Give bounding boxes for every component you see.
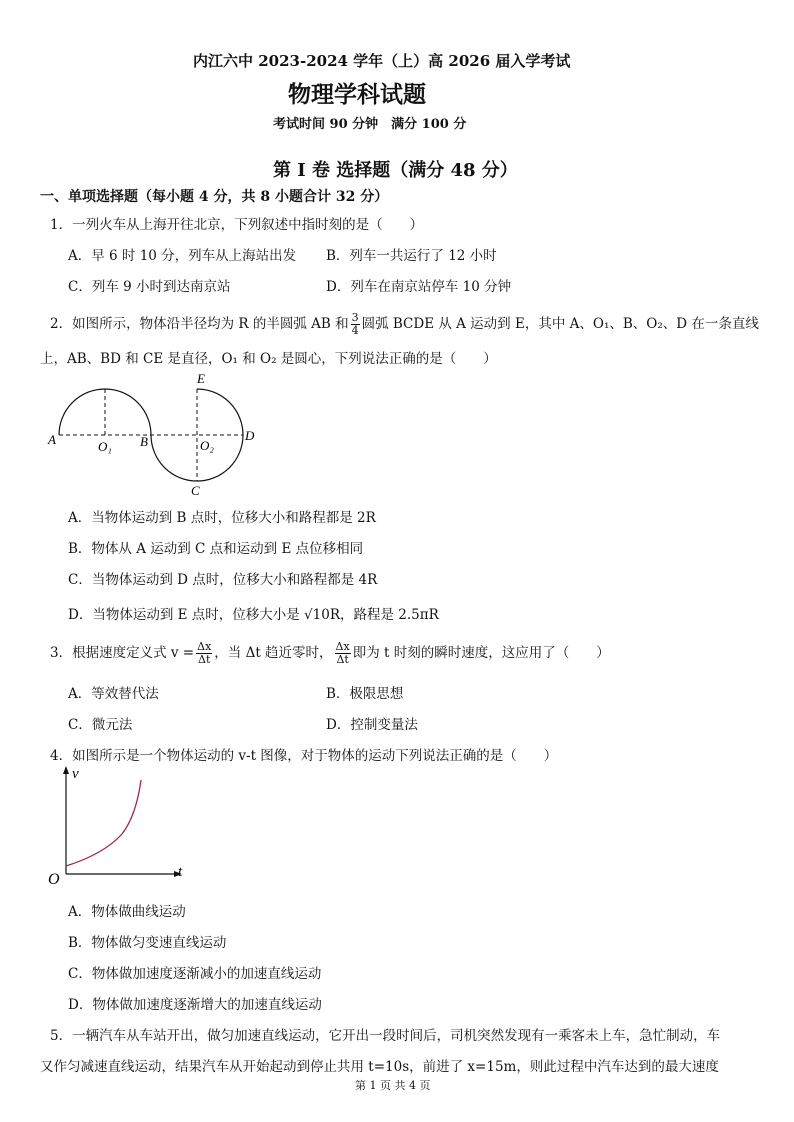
- q2-stem-a: 2．如图所示，物体沿半径均为 R 的半圆弧 AB 和: [50, 316, 349, 332]
- label-e: E: [197, 371, 205, 386]
- subject-title: 物理学科试题: [288, 81, 426, 108]
- q1-option-a: A．早 6 时 10 分，列车从上海站出发: [68, 248, 297, 264]
- q3-stem-b: ，当 Δt 趋近零时，: [214, 645, 333, 661]
- q2-frac-denominator: 4: [351, 324, 359, 337]
- label-o: O: [48, 871, 60, 888]
- label-d: D: [245, 428, 255, 443]
- q4-option-d: D．物体做加速度逐渐增大的加速直线运动: [68, 997, 322, 1013]
- q4-stem: 4．如图所示是一个物体运动的 v-t 图像，对于物体的运动下列说法正确的是（ ）: [50, 748, 558, 764]
- vt-curve: [66, 780, 141, 866]
- q1-option-c: C．列车 9 小时到达南京站: [68, 279, 231, 295]
- q2-fraction: [351, 312, 360, 337]
- time-info: 考试时间 90 分钟 满分 100 分: [273, 117, 467, 132]
- q3-stem-a: 3．根据速度定义式 v =: [50, 645, 195, 661]
- q3-option-a: A．等效替代法: [68, 686, 159, 702]
- q3-fraction-2: [335, 641, 351, 666]
- section-title: 第 I 卷 选择题（满分 48 分）: [273, 160, 518, 181]
- q4-option-a: A．物体做曲线运动: [68, 904, 186, 920]
- q2-stem-c: 上，AB、BD 和 CE 是直径，O₁ 和 O₂ 是圆心，下列说法正确的是（ ）: [40, 351, 497, 367]
- q3-stem-c: 即为 t 时刻的瞬时速度，这应用了（ ）: [352, 645, 610, 661]
- q1-option-d: D．列车在南京站停车 10 分钟: [326, 279, 512, 295]
- q3-stem: [50, 641, 610, 666]
- label-v: v: [72, 766, 79, 782]
- q2-option-a: A．当物体运动到 B 点时，位移大小和路程都是 2R: [68, 510, 376, 526]
- q2-option-b: B．物体从 A 运动到 C 点和运动到 E 点位移相同: [68, 541, 364, 557]
- part-title: 一、单项选择题（每小题 4 分，共 8 小题合计 32 分）: [40, 189, 389, 205]
- q1-stem: 1．一列火车从上海开往北京，下列叙述中指时刻的是（ ）: [50, 217, 424, 233]
- vt-graph: [44, 764, 194, 888]
- q4-option-b: B．物体做匀变速直线运动: [68, 935, 227, 951]
- q3-option-d: D．控制变量法: [326, 717, 418, 733]
- page-footer: 第 1 页 共 4 页: [355, 1079, 431, 1092]
- q3-frac1-numerator: Δx: [197, 640, 212, 653]
- q2-option-c: C．当物体运动到 D 点时，位移大小和路程都是 4R: [68, 572, 378, 588]
- q5-line1: 5．一辆汽车从车站开出，做匀加速直线运动，它开出一段时间后，司机突然发现有一乘客未上车，急忙制动，车: [50, 1028, 721, 1044]
- q1-option-b: B．列车一共运行了 12 小时: [326, 248, 497, 264]
- label-o2: O₂: [200, 438, 214, 453]
- exam-school-line: 内江六中 2023-2024 学年（上）高 2026 届入学考试: [193, 52, 571, 70]
- q3-frac2-numerator: Δx: [335, 640, 350, 653]
- arc-diagram: [44, 368, 264, 500]
- q3-option-b: B．极限思想: [326, 686, 404, 702]
- label-b: B: [140, 434, 148, 449]
- q3-frac1-denominator: Δt: [198, 653, 211, 666]
- q4-option-c: C．物体做加速度逐渐减小的加速直线运动: [68, 966, 322, 982]
- q3-frac2-denominator: Δt: [336, 653, 349, 666]
- label-o1: O₁: [98, 439, 112, 454]
- q2-option-d: D．当物体运动到 E 点时，位移大小是 √10R，路程是 2.5πR: [68, 607, 439, 623]
- q5-line2: 又作匀减速直线运动，结果汽车从开始起动到停止共用 t=10s，前进了 x=15m，则此过程中汽车达到的最大速度: [40, 1059, 719, 1075]
- q2-frac-numerator: 3: [351, 311, 359, 324]
- q2-stem-line1: [50, 312, 759, 337]
- y-axis-arrow: [63, 766, 69, 774]
- label-a: A: [48, 432, 56, 447]
- q3-fraction-1: [196, 641, 212, 666]
- label-c: C: [191, 483, 200, 498]
- q2-stem-b: 圆弧 BCDE 从 A 运动到 E，其中 A、O₁、B、O₂、D 在一条直线: [361, 316, 759, 332]
- label-t: t: [178, 864, 183, 880]
- q3-option-c: C．微元法: [68, 717, 133, 733]
